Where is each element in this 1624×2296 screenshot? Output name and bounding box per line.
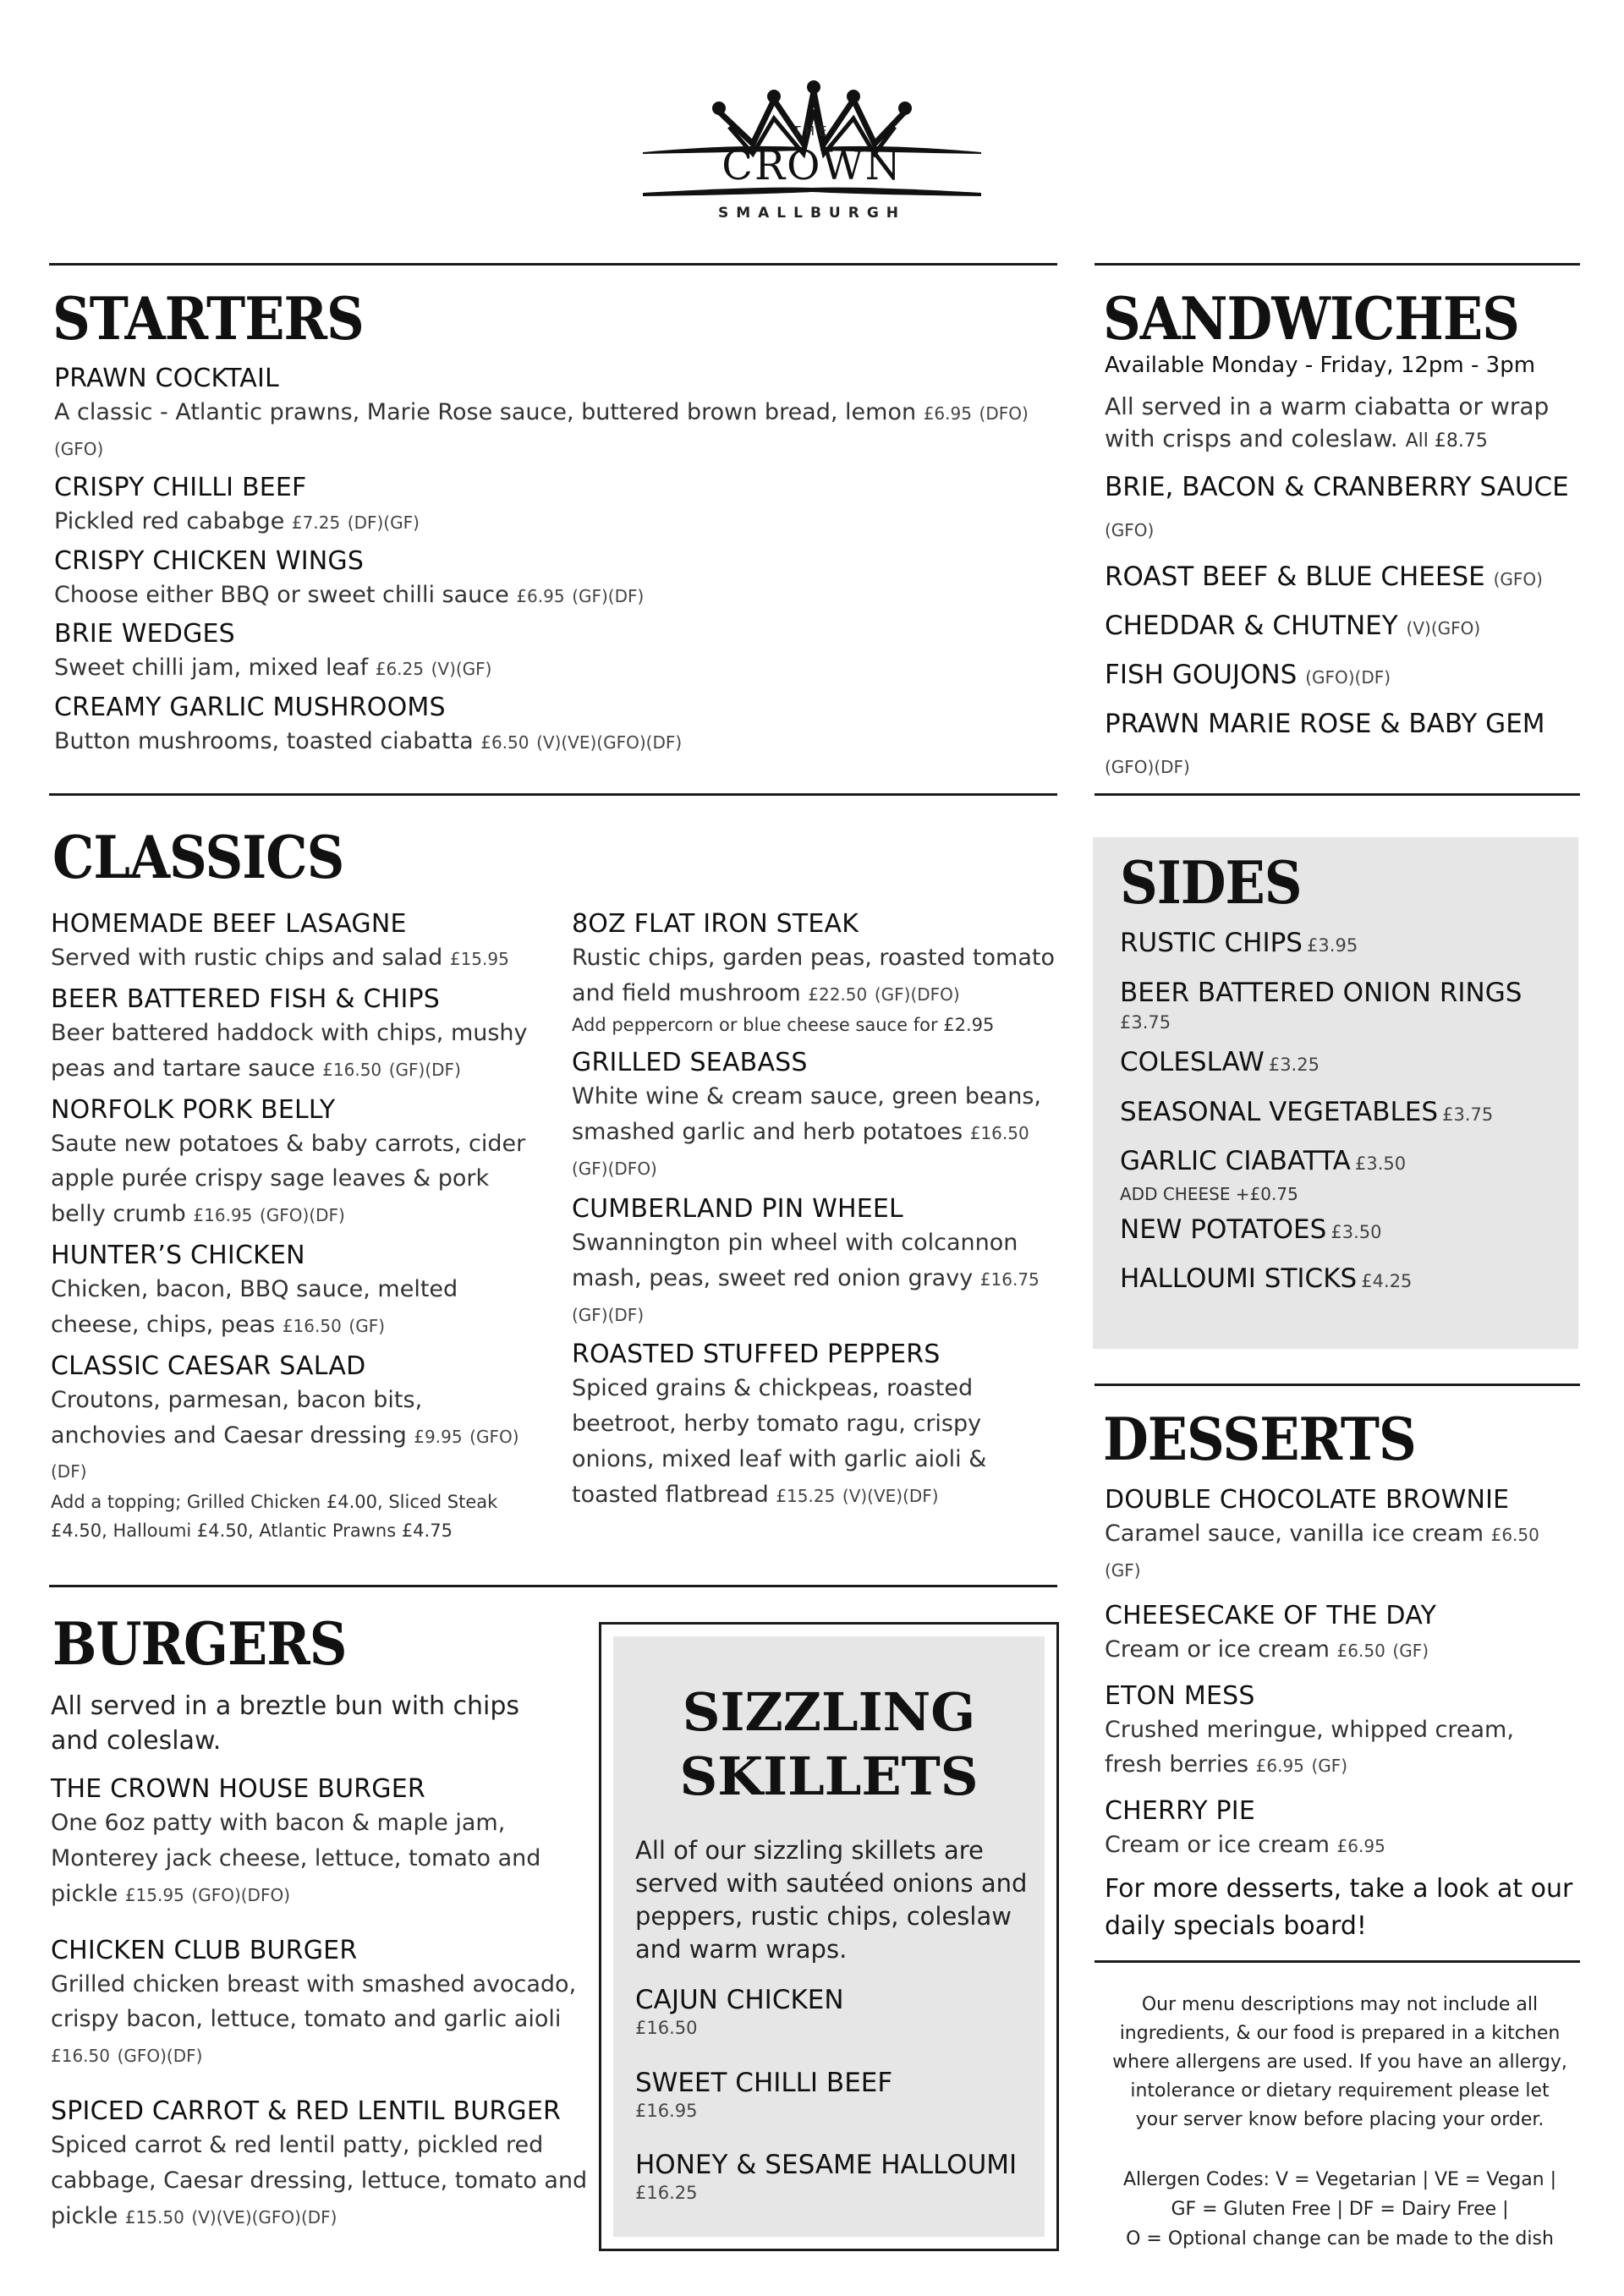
menu-item-allergen-tags: (V)(VE)(DF) <box>842 1485 939 1506</box>
side-item <box>1120 1093 1560 1132</box>
classics-title: CLASSICS <box>52 823 344 893</box>
menu-item-description-text: Rustic chips, garden peas, roasted tomato and field mushroom <box>572 945 1055 1006</box>
menu-item-description <box>1105 1712 1578 1784</box>
classics-right-column <box>572 907 1062 1520</box>
menu-item-description <box>51 2128 592 2234</box>
side-item-name: BEER BATTERED ONION RINGS <box>1120 977 1522 1008</box>
menu-item-allergen-tags: (V)(GF) <box>431 659 492 680</box>
skillet-item-name: SWEET CHILLI BEEF <box>635 2067 893 2098</box>
menu-item-price: £6.50 <box>1336 1640 1385 1661</box>
menu-item-price: £16.50 <box>282 1315 342 1336</box>
starters-list <box>54 362 1061 764</box>
side-item-name: COLESLAW <box>1120 1047 1265 1077</box>
menu-item-description-text: White wine & cream sauce, green beans, smashed garlic and herb potatoes <box>572 1083 1041 1146</box>
starters-top-rule <box>49 263 1057 266</box>
menu-item-name: SPICED CARROT & RED LENTIL BURGER <box>51 2096 562 2127</box>
menu-item-price: £7.25 <box>291 512 341 533</box>
menu-item-allergen-tags: (GFO)(DF) <box>51 1426 519 1482</box>
side-item <box>1120 1142 1560 1207</box>
menu-item-name: ROASTED STUFFED PEPPERS <box>572 1340 941 1370</box>
skillets-panel <box>613 1636 1045 2237</box>
burgers-intro: All served in a breztle bun with chips and coleslaw. <box>51 1691 520 1756</box>
menu-item-allergen-tags: (V)(VE)(GFO)(DF) <box>191 2206 337 2228</box>
sandwiches-title: SANDWICHES <box>1103 284 1519 354</box>
menu-item-description <box>572 1225 1062 1332</box>
sandwich-item-allergen-tags: (GFO)(DF) <box>1105 756 1190 777</box>
skillets-title-line2: SKILLETS <box>679 1745 979 1807</box>
logo <box>634 59 990 228</box>
menu-item-description-text: Chicken, bacon, BBQ sauce, melted cheese, chips, peas <box>51 1276 458 1338</box>
menu-item-description-text: Grilled chicken breast with smashed avocado, crispy bacon, lettuce, tomato and garlic aioli <box>51 1970 577 2033</box>
side-item-name: HALLOUMI STICKS <box>1120 1263 1358 1294</box>
menu-item-description-text: Served with rustic chips and salad <box>51 945 443 971</box>
menu-item-description-text: Spiced grains & chickpeas, roasted beetroot, herby tomato ragu, crispy onions, mixed leaf with garlic aioli & toasted flatbread <box>572 1375 987 1508</box>
menu-item-allergen-tags: (GF) <box>348 1315 385 1336</box>
menu-item-description-text: Swannington pin wheel with colcannon mash, peas, sweet red onion gravy <box>572 1229 1018 1291</box>
menu-item-allergen-tags: (GFO)(DFO) <box>191 1884 291 1905</box>
menu-item <box>51 1093 541 1233</box>
menu-item-name: CREAMY GARLIC MUSHROOMS <box>54 693 446 723</box>
menu-item-price: £6.95 <box>923 403 972 424</box>
sandwich-item-name: FISH GOUJONS <box>1105 659 1298 690</box>
menu-item-description-text: Button mushrooms, toasted ciabatta <box>54 728 474 755</box>
menu-item-allergen-tags: (GF) <box>1392 1640 1429 1661</box>
menu-item-price: £15.50 <box>124 2206 184 2228</box>
side-item-name: GARLIC CIABATTA <box>1120 1146 1351 1176</box>
side-item-price: £3.25 <box>1268 1055 1320 1075</box>
menu-item-allergen-tags: (GF)(DF) <box>572 1304 645 1325</box>
side-item-name: NEW POTATOES <box>1120 1214 1327 1245</box>
menu-item-allergen-tags: (GF)(DFO) <box>572 1158 657 1179</box>
sandwiches-all-price: All £8.75 <box>1405 430 1488 452</box>
sandwich-item-name: ROAST BEEF & BLUE CHEESE <box>1105 561 1485 592</box>
skillet-item-name: CAJUN CHICKEN <box>635 1985 844 2015</box>
desserts-title: DESSERTS <box>1103 1405 1416 1475</box>
menu-item-name: BRIE WEDGES <box>54 619 235 649</box>
menu-item-description-text: Saute new potatoes & baby carrots, cider apple purée crispy sage leaves & pork belly crumb <box>51 1130 526 1228</box>
sides-title: SIDES <box>1120 848 1302 918</box>
menu-item-description <box>572 1079 1062 1186</box>
menu-item <box>51 1350 541 1546</box>
menu-item-allergen-tags: (GFO)(DF) <box>259 1205 345 1226</box>
menu-item-description <box>54 578 1061 613</box>
side-item-price: £4.25 <box>1361 1271 1413 1291</box>
menu-item-name: CUMBERLAND PIN WHEEL <box>572 1193 903 1224</box>
menu-item-description-text: Cream or ice cream <box>1105 1636 1330 1663</box>
sandwiches-list <box>1105 467 1578 785</box>
sandwiches-availability: Available Monday - Friday, 12pm - 3pm <box>1105 353 1536 378</box>
menu-item-price: £15.25 <box>776 1485 836 1506</box>
sandwich-item <box>1105 467 1578 548</box>
menu-item-name: CHERRY PIE <box>1105 1796 1255 1827</box>
menu-item-description-text: One 6oz patty with bacon & maple jam, Monterey jack cheese, lettuce, tomato and pickle <box>51 1810 541 1907</box>
menu-item-price: £15.95 <box>449 949 509 969</box>
skillet-item <box>635 2148 1033 2206</box>
sandwich-item-allergen-tags: (GFO) <box>1105 519 1155 540</box>
menu-item-price: £16.95 <box>193 1205 253 1226</box>
skillets-intro: All of our sizzling skillets are served with sautéed onions and peppers, rustic chips, coleslaw and warm wraps. <box>635 1836 1028 1964</box>
menu-item-description <box>51 1016 541 1087</box>
side-item <box>1120 973 1560 1033</box>
skillet-item-name: HONEY & SESAME HALLOUMI <box>635 2150 1018 2181</box>
menu-item-description-text: Sweet chilli jam, mixed leaf <box>54 655 369 682</box>
menu-item-allergen-tags: (DFO)(GFO) <box>54 403 1029 459</box>
menu-item-allergen-tags: (GF)(DFO) <box>874 984 960 1005</box>
menu-item <box>51 1934 592 2074</box>
menu-item-allergen-tags: (V)(VE)(GFO)(DF) <box>536 732 683 753</box>
side-item-price: £3.75 <box>1120 1012 1171 1033</box>
menu-item-description <box>572 1371 1062 1512</box>
menu-item-name: GRILLED SEABASS <box>572 1048 808 1078</box>
sandwich-item <box>1105 655 1578 695</box>
sandwich-item <box>1105 704 1578 785</box>
menu-item-name: CRISPY CHICKEN WINGS <box>54 545 365 576</box>
side-item-price: £3.50 <box>1354 1153 1407 1174</box>
menu-item <box>54 691 1061 759</box>
menu-item-allergen-tags: (GF)(DF) <box>572 585 645 606</box>
menu-item-description <box>51 1272 541 1343</box>
menu-item <box>51 1239 541 1343</box>
skillet-item-price: £16.50 <box>635 2018 698 2039</box>
menu-item-name: BEER BATTERED FISH & CHIPS <box>51 984 441 1014</box>
menu-item <box>572 1338 1062 1512</box>
allergen-codes-line2: O = Optional change can be made to the dish <box>1126 2228 1554 2250</box>
menu-item-price: £6.25 <box>375 659 424 680</box>
menu-item-allergen-tags: (GF)(DF) <box>388 1059 461 1080</box>
allergen-codes <box>1108 2165 1572 2255</box>
menu-item <box>572 1046 1062 1186</box>
sandwich-item-allergen-tags: (GFO)(DF) <box>1305 666 1391 688</box>
menu-item-description-text: Choose either BBQ or sweet chilli sauce <box>54 581 509 608</box>
menu-item <box>572 1192 1062 1332</box>
menu-item-name: ETON MESS <box>1105 1680 1255 1711</box>
menu-item <box>572 907 1062 1039</box>
sandwich-item <box>1105 606 1578 646</box>
side-item-price: £3.95 <box>1307 935 1358 956</box>
menu-item-price: £6.95 <box>516 585 565 606</box>
sandwich-item-name: PRAWN MARIE ROSE & BABY GEM <box>1105 708 1545 739</box>
menu-item-name: THE CROWN HOUSE BURGER <box>51 1774 425 1804</box>
desserts-bottom-rule <box>1095 1960 1580 1963</box>
side-item-note: ADD CHEESE +£0.75 <box>1120 1183 1298 1204</box>
skillet-item <box>635 1983 1033 2041</box>
menu-item <box>54 617 1061 686</box>
starters-title: STARTERS <box>52 284 364 354</box>
menu-item-price: £16.50 <box>322 1059 382 1080</box>
allergen-codes-line1: Allergen Codes: V = Vegetarian | VE = Vegan | GF = Gluten Free | DF = Dairy Free | <box>1122 2169 1557 2221</box>
side-item <box>1120 923 1560 963</box>
classics-left-column <box>51 907 541 1552</box>
menu-item-name: 8OZ FLAT IRON STEAK <box>572 909 859 939</box>
sandwiches-intro-text: All served in a warm ciabatta or wrap with crisps and coleslaw. <box>1105 392 1550 452</box>
menu-item-price: £6.50 <box>480 732 529 753</box>
menu-item-description-text: Caramel sauce, vanilla ice cream <box>1105 1521 1484 1547</box>
side-item-price: £3.50 <box>1330 1221 1382 1242</box>
menu-item <box>51 1773 592 1912</box>
menu-item-description <box>51 940 541 976</box>
classics-bottom-rule <box>49 1585 1057 1587</box>
menu-item-description <box>1105 1516 1578 1587</box>
menu-item-description <box>54 395 1061 466</box>
skillet-item <box>635 2066 1033 2123</box>
menu-item-price: £16.50 <box>969 1123 1029 1144</box>
menu-item-name: CHEESECAKE OF THE DAY <box>1105 1600 1437 1630</box>
menu-item-allergen-tags: (DF)(GF) <box>347 512 420 533</box>
menu-item <box>1105 1483 1578 1587</box>
menu-item-name: NORFOLK PORK BELLY <box>51 1094 336 1125</box>
menu-item <box>54 471 1061 540</box>
burgers-title: BURGERS <box>52 1609 347 1680</box>
skillets-list <box>635 1983 1033 2231</box>
skillet-item-price: £16.25 <box>635 2183 698 2204</box>
sandwich-item-allergen-tags: (V)(GFO) <box>1406 617 1481 638</box>
sandwich-item <box>1105 556 1578 597</box>
menu-item-description <box>51 1383 541 1489</box>
menu-item-allergen-tags: (GF) <box>1105 1559 1141 1581</box>
menu-item-name: CHICKEN CLUB BURGER <box>51 1935 358 1965</box>
sandwiches-top-rule <box>1095 263 1580 266</box>
menu-item-description <box>54 650 1061 686</box>
desserts-more: For more desserts, take a look at our daily specials board! <box>1105 1874 1573 1941</box>
menu-item-description <box>1105 1632 1578 1668</box>
side-item-name: RUSTIC CHIPS <box>1120 928 1303 958</box>
burgers-list <box>51 1773 592 2256</box>
menu-item-price: £15.95 <box>124 1884 184 1905</box>
logo-the: THE <box>793 123 831 139</box>
desserts-top-rule <box>1095 1384 1580 1386</box>
sandwich-item-name: BRIE, BACON & CRANBERRY SAUCE <box>1105 471 1569 502</box>
menu-item-description <box>51 1806 592 1912</box>
sandwiches-bottom-rule <box>1095 793 1580 796</box>
menu-item-description-text: Spiced carrot & red lentil patty, pickled red cabbage, Caesar dressing, lettuce, tomato and pickle <box>51 2132 588 2229</box>
menu-item <box>1105 1680 1578 1784</box>
skillet-item-price: £16.95 <box>635 2100 698 2121</box>
side-item <box>1120 1043 1560 1082</box>
menu-item-name: CRISPY CHILLI BEEF <box>54 472 307 502</box>
menu-item-description <box>1105 1827 1578 1863</box>
menu-item <box>51 907 541 976</box>
menu-item-note: Add peppercorn or blue cheese sauce for £2.95 <box>572 1014 995 1035</box>
menu-item-description <box>51 1126 541 1233</box>
menu-item-description <box>54 504 1061 540</box>
menu-item-price: £6.95 <box>1336 1836 1385 1857</box>
sandwiches-block <box>1105 349 1578 793</box>
menu-item-price: £22.50 <box>808 984 868 1005</box>
menu-item-name: HOMEMADE BEEF LASAGNE <box>51 909 407 939</box>
menu-item-price: £6.50 <box>1490 1525 1539 1545</box>
starters-bottom-rule <box>49 793 1057 796</box>
side-item <box>1120 1259 1560 1299</box>
menu-item <box>54 362 1061 466</box>
menu-item-description <box>54 724 1061 759</box>
logo-name: CROWN <box>721 142 903 189</box>
menu-item-allergen-tags: (GFO)(DF) <box>117 2046 203 2067</box>
menu-item-description-text: Cream or ice cream <box>1105 1832 1330 1859</box>
desserts-list <box>1105 1483 1578 1875</box>
menu-item-price: £9.95 <box>414 1426 463 1447</box>
sandwich-item-name: CHEDDAR & CHUTNEY <box>1105 610 1398 641</box>
menu-item-name: PRAWN COCKTAIL <box>54 364 279 393</box>
logo-place: SMALLBURGH <box>717 205 906 222</box>
side-item-price: £3.75 <box>1442 1104 1494 1125</box>
sandwiches-intro <box>1105 391 1578 455</box>
menu-item-name: HUNTER’S CHICKEN <box>51 1241 305 1271</box>
menu-item <box>51 2095 592 2234</box>
skillets-title-line1: SIZZLING <box>682 1681 976 1743</box>
menu-item-name: DOUBLE CHOCOLATE BROWNIE <box>1105 1485 1510 1515</box>
menu-item-description <box>572 940 1062 1011</box>
side-item <box>1120 1210 1560 1250</box>
menu-item-price: £16.75 <box>979 1269 1040 1290</box>
menu-item-note: Add a topping; Grilled Chicken £4.00, Sliced Steak £4.50, Halloumi £4.50, Atlantic Prawns £4.75 <box>51 1492 498 1541</box>
menu-item <box>1105 1795 1578 1863</box>
sides-list <box>1120 923 1560 1309</box>
menu-item-description-text: A classic - Atlantic prawns, Marie Rose sauce, buttered brown bread, lemon <box>54 399 917 425</box>
menu-item-price: £16.50 <box>51 2046 110 2067</box>
menu-item <box>54 545 1061 613</box>
sides-panel <box>1093 837 1578 1349</box>
menu-item <box>51 983 541 1087</box>
menu-item-price: £6.95 <box>1255 1756 1304 1777</box>
skillets-frame <box>599 1622 1059 2251</box>
menu-item-description-text: Croutons, parmesan, bacon bits, anchovies and Caesar dressing <box>51 1386 423 1449</box>
allergen-disclaimer: Our menu descriptions may not include all ingredients, & our food is prepared in a kitchen where allergens are used. If you have an allergy, intolerance or dietary requirement please let your server know before placing your order. <box>1112 1994 1567 2131</box>
menu-item-allergen-tags: (GF) <box>1311 1756 1348 1777</box>
menu-item-description <box>51 1967 592 2074</box>
menu-item-description-text: Pickled red cababge <box>54 507 285 534</box>
sandwich-item-allergen-tags: (GFO) <box>1493 568 1543 589</box>
skillets-title <box>613 1680 1045 1808</box>
menu-item-description-text: Beer battered haddock with chips, mushy peas and tartare sauce <box>51 1019 528 1082</box>
menu-item <box>1105 1599 1578 1668</box>
side-item-name: SEASONAL VEGETABLES <box>1120 1096 1439 1127</box>
menu-item-description-text: Crushed meringue, whipped cream, fresh berries <box>1105 1716 1514 1778</box>
menu-item-name: CLASSIC CAESAR SALAD <box>51 1351 366 1381</box>
